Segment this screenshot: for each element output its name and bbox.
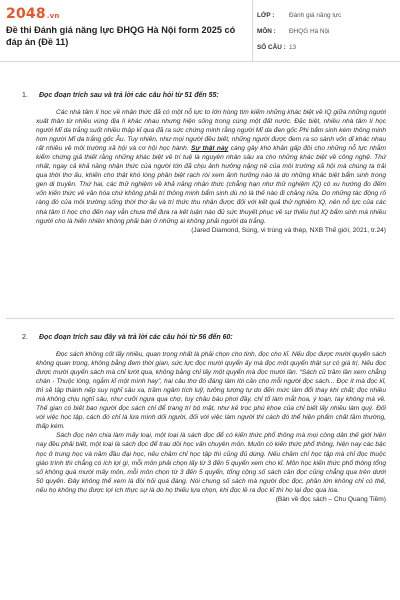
passage-source: (Jared Diamond, Súng, vi trùng và thép, NXB Thế giới, 2021, tr.24) bbox=[191, 226, 386, 234]
meta-class-label: LỚP : bbox=[257, 12, 275, 19]
passage-1 bbox=[36, 108, 386, 235]
section-divider bbox=[6, 318, 394, 319]
question-instruction: Đọc đoạn trích sau đây và trả lời các câu hỏi từ 56 đến 60: bbox=[39, 334, 233, 341]
logo-suffix: .vn bbox=[46, 12, 60, 20]
meta-question-count bbox=[253, 40, 400, 56]
passage-text: Các nhà tâm lí học về nhận thức đã có một nỗ lực to lớn hòng tìm kiếm những khác biệt về IQ giữa những người xuất thân từ nhiều vùng địa lí khác nhau nhưng hiện sống trong cùng một đất nước. Đặc biệt, nhiều nhà tâm lí học người Mĩ da trắng suốt nhiều thập kỉ qua đã ra sức chứng minh rằng người Mĩ da đen gốc Phi bẩm sinh kém thông minh hơn người Mĩ da trắng gốc Âu. Tuy nhiên, như mọi người đều biết, những người được đem ra so sánh vốn dĩ khác nhau rất nhiều về môi trường xã hội và cơ hội học hành. bbox=[36, 109, 386, 153]
logo-text: 2048 bbox=[6, 6, 46, 22]
meta-subject-label: MÔN : bbox=[257, 28, 276, 35]
document-meta bbox=[252, 0, 400, 62]
highlighted-phrase: Sự thật này bbox=[191, 145, 229, 153]
meta-count-value: 13 bbox=[289, 44, 297, 51]
question-number: 1. bbox=[22, 92, 28, 99]
passage-paragraph bbox=[36, 108, 386, 226]
document-title: Đề thi Đánh giá năng lực ĐHQG Hà Nội form 2025 có đáp án (Đề 11) bbox=[6, 25, 236, 47]
meta-subject-value: ĐHQG Hà Nội bbox=[289, 28, 330, 35]
meta-count-label: SỐ CÂU : bbox=[257, 44, 286, 51]
passage-2 bbox=[36, 350, 386, 504]
meta-class-value: Đánh giá năng lực bbox=[289, 12, 342, 19]
question-number: 2. bbox=[22, 334, 28, 341]
passage-paragraph: Sách đọc nên chia làm mấy loại, một loại là sách đọc để có kiến thức phổ thông mà mọi công dân thế giới hiện nay đều phải biết, một loại là sách đọc để trau dồi học vấn chuyên môn. Muốn có kiến thức phổ thông, hiện nay các bậc học ở trung học và năm đầu đại học, nếu chăm chỉ học tập thì cũng đủ dùng. Nếu chăm chỉ học tập mà chỉ đọc thuộc giáo trình thì chẳng có ích lợi gì, mỗi môn phải chọn lấy từ 3 đến 5 quyển xem cho kĩ. Môn học kiến thức phổ thông tổng số không quá mười mấy môn, mỗi môn chọn từ 3 đến 5 quyển, tổng cộng số sách cần đọc cũng chẳng qua trên dưới 50 quyển. Đây không thể xem là đòi hỏi quá đáng. Nói chung số sách mà người đọc đọc, phần lớn không chỉ có thế, nếu họ không thu được lợi ích thực sự là do họ thiếu lựa chọn, khi đọc lề ra đọc kĩ thì họ lại đọc qua loa. bbox=[36, 432, 386, 494]
site-logo[interactable] bbox=[6, 6, 60, 22]
meta-class bbox=[253, 8, 400, 24]
question-instruction: Đọc đoạn trích sau và trả lời các câu hỏi từ 51 đến 55: bbox=[39, 92, 219, 99]
meta-subject bbox=[253, 24, 400, 40]
document-header bbox=[0, 0, 400, 62]
passage-source: (Bàn về đọc sách – Chu Quang Tiềm) bbox=[275, 495, 386, 503]
passage-paragraph: Đọc sách không cốt lấy nhiều, quan trọng nhất là phải chọn cho tinh, đọc cho kĩ. Nếu đọc được mười quyển sách không quan trọng, không bằng đem thời gian, sức lực đọc mười quyển ấy mà đọc một quyển thật sự có giá trị. Nếu đọc được mười quyển sách mà chỉ lướt qua, không bằng chỉ lấy một quyển mà đọc mười lần. “Sách cũ trăm lần xem chẳng chán - Thuộc lòng, ngẫm kĩ một mình hay”, hai câu thơ đó đáng làm lời căn cho mỗi người đọc sách... Đọc ít mà đọc kĩ, thì sẽ tập thành nếp suy nghĩ sâu xa, trầm ngâm tích luỹ, tưởng tượng tự do đến mức làm đổi thay khí chất; đọc nhiều mà không chịu nghĩ sâu, như cưỡi ngựa qua chợ, tuy châu báu phơi đầy, chỉ tổ làm mắt hoa, ý loạn, tay không mà về. Thế gian có biết bao người đọc sách chỉ để trang trí bộ mặt, như kẻ trọc phú khoe của chỉ biết lấy nhiều làm quý. Đối với việc học tập, cách đó chỉ là lừa mình dối người, đối với việc làm người thì cách đó thể hiện phẩm chất tầm thường, thấp kém. bbox=[36, 351, 386, 431]
passage-text: càng gây khó khăn gấp đôi cho những nỗ lực nhằm kiểm chứng giả thiết rằng những khác biệt về trí tuệ là nguyên nhân sâu xa cho những khác biệt về công nghệ. Thứ nhất, ngay cả khả năng nhận thức của người lớn đã chịu ảnh hưởng nặng nề của môi trường xã hội mà chúng ta trải qua thời thơ ấu, khiến cho thật khó lòng phân biệt rạch ròi xem ảnh hưởng nào là do những khác biệt bẩm sinh trong gen di truyền. Thứ hai, các thử nghiệm về khả năng nhận thức (chẳng hạn như thử nghiệm IQ) có xu hướng đo đếm vốn kiến thức về văn hóa chứ không phải trí thông minh bẩm sinh dù nó là thế nào đi chăng nữa. Do những tác động rõ ràng đó của môi trường sống thời thơ ấu và trí thức thu nhận được đối với kết quả thử nghiệm IQ, nên nỗ lực của các nhà tâm lí học cho đến nay vẫn chưa thể đưa ra kết luận nào đủ sức thuyết phục về sự thiếu hụt IQ bẩm sinh mà nhiều người cho là hiển nhiên không phải bàn ở những ai không phải người da trắng. bbox=[36, 145, 387, 225]
